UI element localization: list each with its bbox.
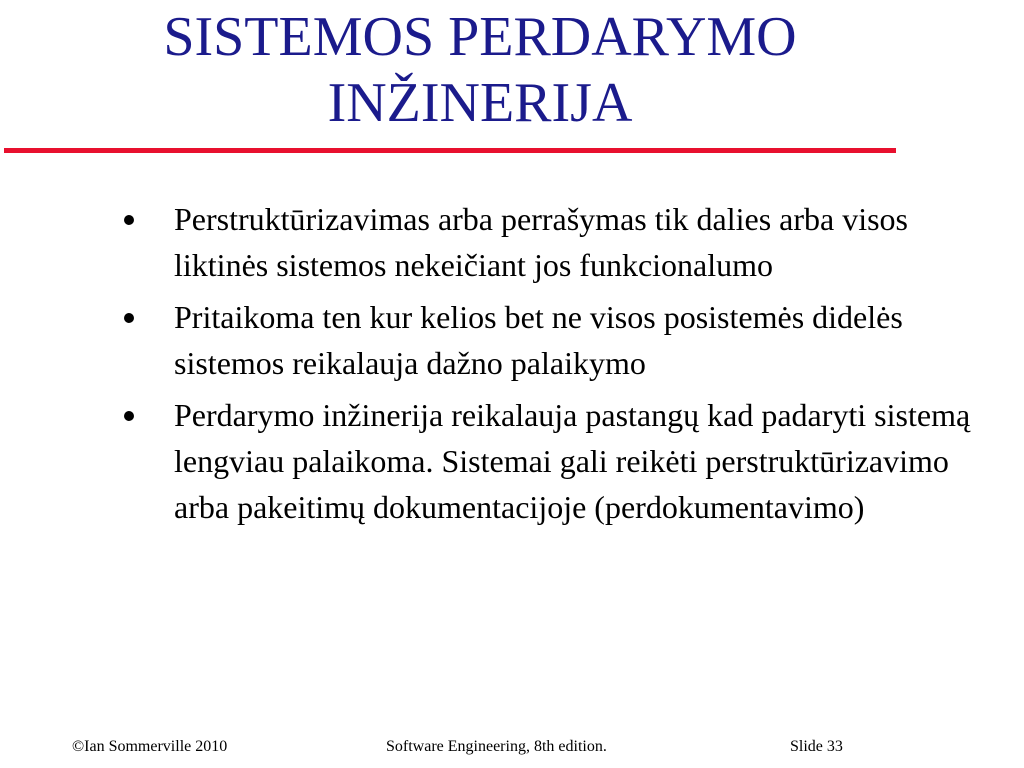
- slide-title-line-1: SISTEMOS PERDARYMO: [163, 6, 797, 68]
- title-divider: [4, 148, 896, 153]
- footer-slide-number: Slide 33: [790, 738, 843, 755]
- bullet-text: Pritaikoma ten kur kelios bet ne visos posistemės didelės sistemos reikalauja dažno palaikymo: [174, 299, 903, 381]
- bullet-text: Perdarymo inžinerija reikalauja pastangų kad padaryti sistemą lengviau palaikoma. Sistemai gali reikėti perstruktūrizavimo arba pakeitimų dokumentacijoje (perdokumentavimo): [174, 397, 971, 525]
- bullet-item: [0, 294, 1024, 386]
- footer-book-title: Software Engineering, 8th edition.: [386, 738, 607, 755]
- bullet-item: [0, 392, 1024, 530]
- slide-title-line-2: INŽINERIJA: [327, 72, 633, 134]
- bullet-text: Perstruktūrizavimas arba perrašymas tik dalies arba visos liktinės sistemos nekeičiant jos funkcionalumo: [174, 201, 908, 283]
- bullet-dot-icon: [124, 215, 134, 225]
- bullet-list: [0, 196, 1024, 536]
- footer-copyright: ©Ian Sommerville 2010: [72, 738, 228, 755]
- bullet-dot-icon: [124, 313, 134, 323]
- bullet-dot-icon: [124, 411, 134, 421]
- slide-title: [0, 4, 960, 136]
- bullet-item: [0, 196, 1024, 288]
